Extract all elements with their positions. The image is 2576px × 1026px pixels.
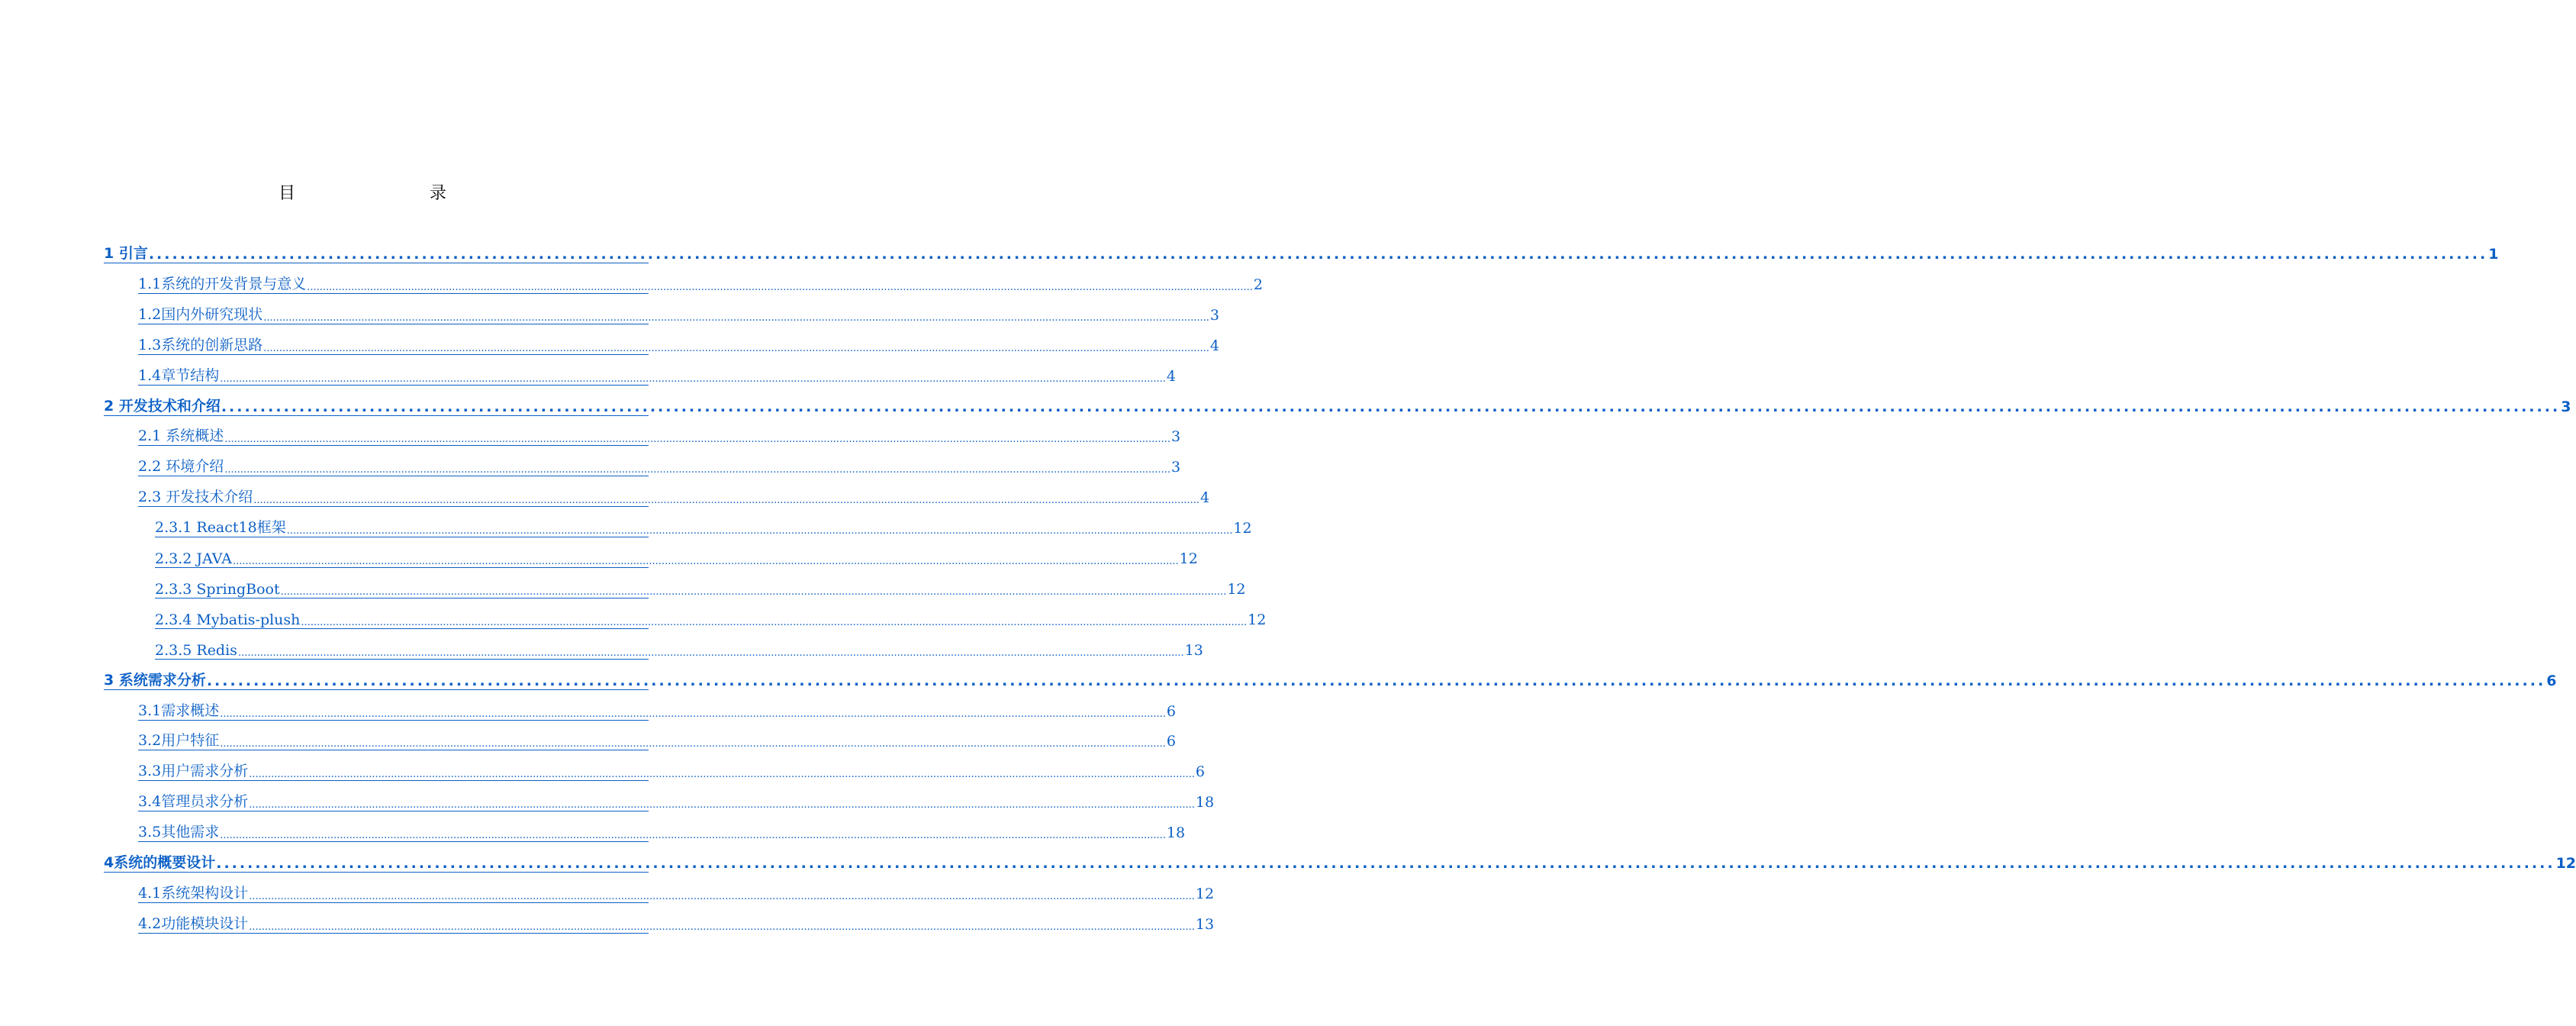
toc-entry-page-number: 1 xyxy=(2488,246,2499,263)
toc-entry-label: 2.2 环境介绍 xyxy=(138,458,224,475)
dot-leader: ............................................................................................................................................................................................................................................................................................................ xyxy=(286,525,1233,537)
toc-entry-label: 1.2国内外研究现状 xyxy=(138,306,263,323)
toc-entry-label: 3.5其他需求 xyxy=(138,824,220,840)
dot-leader: ............................................................................................................................................................................................................................................................................................................ xyxy=(249,769,1195,780)
dot-leader: ............................................................................................................................................................................................................................................................................................................ xyxy=(216,855,2555,872)
dot-leader: ............................................................................................................................................................................................................................................................................................................ xyxy=(301,617,1248,628)
toc-entry-label: 3.3用户需求分析 xyxy=(138,763,249,779)
toc-entry-page-number: 12 xyxy=(1179,550,1198,567)
dot-leader: ............................................................................................................................................................................................................................................................................................................ xyxy=(221,398,2561,415)
toc-entry-page-number: 6 xyxy=(2546,673,2557,689)
toc-entry-level2[interactable] xyxy=(138,728,1177,750)
toc-title: 目 录 xyxy=(278,184,480,203)
dot-leader: ............................................................................................................................................................................................................................................................................................................ xyxy=(280,586,1227,598)
toc-entry-level1[interactable] xyxy=(104,850,2576,873)
toc-entry-level2[interactable] xyxy=(138,302,1220,324)
toc-entry-level3[interactable] xyxy=(155,546,1198,568)
toc-entry-level3[interactable] xyxy=(155,607,1267,629)
toc-entry-level2[interactable] xyxy=(138,699,1177,721)
toc-entry-page-number: 3 xyxy=(1170,428,1181,445)
toc-entry-label: 3.1需求概述 xyxy=(138,702,220,719)
toc-entry-label: 2.3.4 Mybatis-plush xyxy=(155,611,301,628)
toc-entry-label: 2.3.3 SpringBoot xyxy=(155,581,280,598)
dot-leader: ............................................................................................................................................................................................................................................................................................................ xyxy=(206,673,2546,689)
toc-entry-level1[interactable] xyxy=(104,394,2571,416)
toc-entry-page-number: 6 xyxy=(1195,763,1206,780)
toc-entry-label: 4系统的概要设计 xyxy=(104,854,216,871)
toc-entry-page-number: 13 xyxy=(1195,916,1215,933)
toc-entry-label: 2 开发技术和介绍 xyxy=(104,398,221,415)
dot-leader: ............................................................................................................................................................................................................................................................................................................ xyxy=(249,891,1195,902)
toc-entry-page-number: 3 xyxy=(2561,398,2571,415)
dot-leader: ............................................................................................................................................................................................................................................................................................................ xyxy=(263,343,1209,354)
toc-entry-page-number: 6 xyxy=(1166,703,1177,720)
toc-entry-page-number: 3 xyxy=(1209,307,1220,324)
toc-entry-page-number: 6 xyxy=(1166,733,1177,750)
toc-entry-label: 1.4章节结构 xyxy=(138,367,220,384)
dot-leader: ............................................................................................................................................................................................................................................................................................................ xyxy=(148,246,2488,263)
toc-entry-page-number: 12 xyxy=(1195,886,1215,902)
toc-entry-label: 4.1系统架构设计 xyxy=(138,885,249,902)
toc-entry-page-number: 3 xyxy=(1170,459,1181,476)
toc-entry-page-number: 2 xyxy=(1253,276,1264,293)
toc-entry-label: 3.4管理员求分析 xyxy=(138,793,249,810)
dot-leader: ............................................................................................................................................................................................................................................................................................................ xyxy=(232,556,1179,567)
toc-entry-level3[interactable] xyxy=(155,576,1246,598)
toc-entry-label: 2.1 系统概述 xyxy=(138,428,224,444)
toc-entry-page-number: 13 xyxy=(1184,642,1203,659)
dot-leader: ............................................................................................................................................................................................................................................................................................................ xyxy=(220,708,1166,720)
toc-entry-level2[interactable] xyxy=(138,363,1177,386)
dot-leader: ............................................................................................................................................................................................................................................................................................................ xyxy=(263,312,1209,324)
toc-entry-label: 3.2用户特征 xyxy=(138,732,220,749)
toc-entry-page-number: 12 xyxy=(2555,855,2576,872)
toc-entry-level2[interactable] xyxy=(138,454,1181,476)
toc-entry-level1[interactable] xyxy=(104,241,2499,263)
toc-entry-label: 2.3.5 Redis xyxy=(155,642,237,659)
toc-entry-label: 1.1系统的开发背景与意义 xyxy=(138,276,307,292)
toc-entry-level2[interactable] xyxy=(138,881,1215,903)
toc-entry-level1[interactable] xyxy=(104,668,2557,690)
toc-entry-page-number: 12 xyxy=(1248,611,1267,628)
dot-leader: ............................................................................................................................................................................................................................................................................................................ xyxy=(249,921,1195,933)
dot-leader: ............................................................................................................................................................................................................................................................................................................ xyxy=(237,647,1184,659)
toc-entry-level2[interactable] xyxy=(138,789,1215,811)
toc-entry-level2[interactable] xyxy=(138,485,1210,507)
toc-entry-level2[interactable] xyxy=(138,820,1186,842)
toc-entry-page-number: 12 xyxy=(1233,520,1252,537)
toc-entry-level2[interactable] xyxy=(138,272,1264,294)
dot-leader: ............................................................................................................................................................................................................................................................................................................ xyxy=(249,799,1195,811)
toc-entry-page-number: 18 xyxy=(1195,794,1215,811)
toc-entry-page-number: 4 xyxy=(1209,337,1220,354)
toc-entry-label: 1.3系统的创新思路 xyxy=(138,337,263,353)
toc-entry-level3[interactable] xyxy=(155,515,1252,537)
dot-leader: ............................................................................................................................................................................................................................................................................................................ xyxy=(253,495,1199,506)
toc-entry-label: 2.3.2 JAVA xyxy=(155,550,232,567)
dot-leader: ............................................................................................................................................................................................................................................................................................................ xyxy=(220,373,1166,385)
dot-leader: ............................................................................................................................................................................................................................................................................................................ xyxy=(220,830,1166,841)
toc-entry-level3[interactable] xyxy=(155,637,1203,660)
dot-leader: ............................................................................................................................................................................................................................................................................................................ xyxy=(224,464,1170,476)
toc-entry-page-number: 18 xyxy=(1166,824,1186,841)
toc-entry-level2[interactable] xyxy=(138,911,1215,934)
dot-leader: ............................................................................................................................................................................................................................................................................................................ xyxy=(224,434,1170,445)
dot-leader: ............................................................................................................................................................................................................................................................................................................ xyxy=(307,282,1253,293)
toc-entry-page-number: 4 xyxy=(1199,489,1210,506)
toc-entry-label: 3 系统需求分析 xyxy=(104,672,206,689)
dot-leader: ............................................................................................................................................................................................................................................................................................................ xyxy=(220,738,1166,750)
toc-entry-level2[interactable] xyxy=(138,333,1220,355)
toc-entry-level2[interactable] xyxy=(138,759,1206,781)
toc-entry-label: 1 引言 xyxy=(104,245,148,262)
toc-entry-label: 2.3.1 React18框架 xyxy=(155,519,286,536)
toc-entry-label: 4.2功能模块设计 xyxy=(138,915,249,932)
toc-entry-level2[interactable] xyxy=(138,424,1181,446)
toc-entry-page-number: 12 xyxy=(1227,581,1246,598)
toc-entry-page-number: 4 xyxy=(1166,368,1177,385)
toc-entry-label: 2.3 开发技术介绍 xyxy=(138,489,253,505)
